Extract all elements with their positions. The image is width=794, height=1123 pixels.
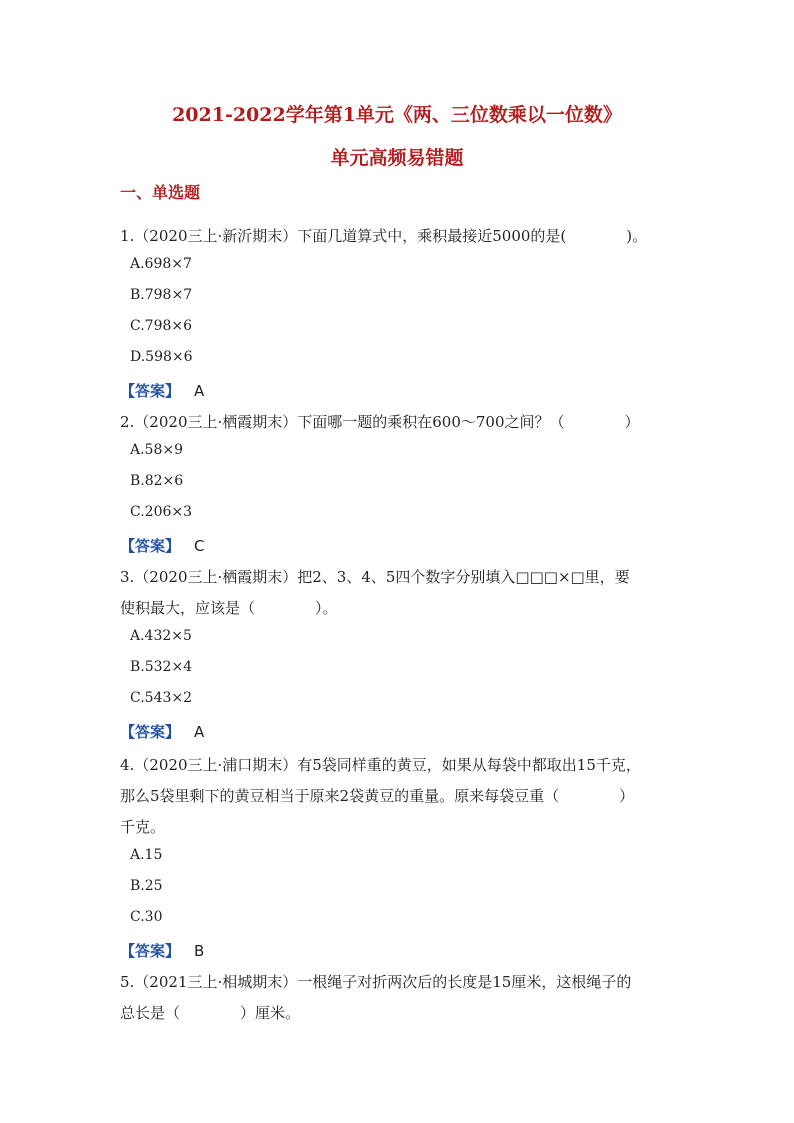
answer-value: A — [194, 723, 205, 741]
answer-label: 【答案】 — [120, 537, 181, 555]
question-1-option-a: A.698×7 — [130, 256, 192, 272]
question-3-option-b: B.532×4 — [130, 659, 193, 675]
question-1-option-d: D.598×6 — [130, 349, 193, 365]
answer-label: 【答案】 — [120, 723, 181, 741]
question-3-answer — [120, 721, 204, 742]
question-3-option-a: A.432×5 — [130, 628, 192, 644]
question-4-text-line1: 4.（2020三上·浦口期末）有5袋同样重的黄豆，如果从每袋中都取出15千克， — [120, 756, 641, 774]
answer-label: 【答案】 — [120, 942, 181, 960]
question-3-text-line1: 3.（2020三上·栖霞期末）把2、3、4、5四个数字分别填入□□□×□里，要 — [120, 568, 630, 586]
question-2-answer — [120, 535, 205, 556]
answer-value: C — [194, 537, 205, 555]
question-3-text-line2: 使积最大，应该是（ ）。 — [120, 599, 338, 617]
question-1-option-c: C.798×6 — [130, 318, 193, 334]
answer-value: A — [194, 382, 205, 400]
question-4-text-line3: 千克。 — [120, 818, 166, 836]
question-2-option-a: A.58×9 — [130, 442, 184, 458]
question-4-text-line2: 那么5袋里剩下的黄豆相当于原来2袋黄豆的重量。原来每袋豆重（ ） — [120, 787, 635, 805]
question-2-option-c: C.206×3 — [130, 504, 193, 520]
question-4-option-a: A.15 — [130, 847, 163, 863]
question-4-option-c: C.30 — [130, 909, 163, 925]
answer-label: 【答案】 — [120, 382, 181, 400]
answer-value: B — [194, 942, 205, 960]
question-1-text: 1.（2020三上·新沂期末）下面几道算式中，乘积最接近5000的是( )。 — [120, 227, 648, 245]
question-1-option-b: B.798×7 — [130, 287, 193, 303]
question-5-text-line2: 总长是（ ）厘米。 — [120, 1004, 301, 1022]
document-title-line1: 2021-2022学年第1单元《两、三位数乘以一位数》 — [172, 104, 622, 126]
section-heading: 一、单选题 — [120, 183, 201, 202]
question-4-answer — [120, 940, 204, 961]
question-2-option-b: B.82×6 — [130, 473, 184, 489]
question-4-option-b: B.25 — [130, 878, 163, 894]
question-3-option-c: C.543×2 — [130, 690, 193, 706]
question-1-answer — [120, 380, 204, 401]
document-title-line2: 单元高频易错题 — [330, 147, 464, 169]
question-2-text: 2.（2020三上·栖霞期末）下面哪一题的乘积在600～700之间？（ ） — [120, 413, 640, 431]
question-5-text-line1: 5.（2021三上·相城期末）一根绳子对折两次后的长度是15厘米，这根绳子的 — [120, 973, 632, 991]
